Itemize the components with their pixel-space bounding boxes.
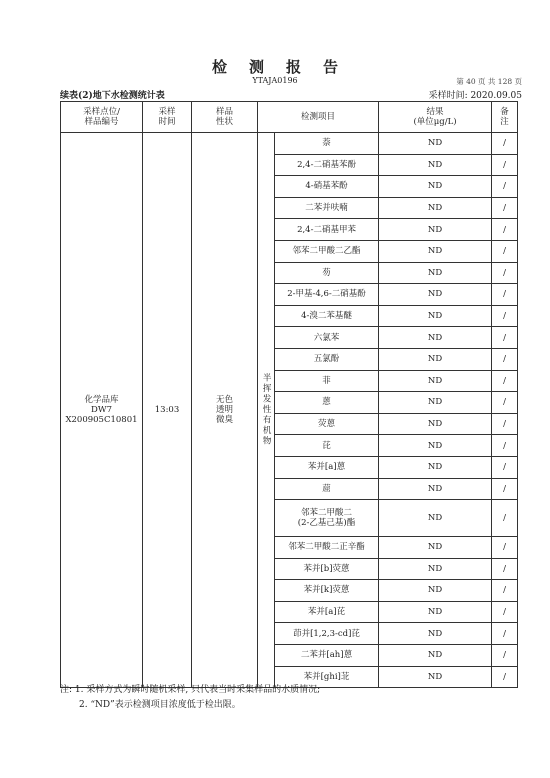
test-item-cell: 4-溴二苯基醚	[275, 305, 379, 327]
result-cell: ND	[379, 348, 492, 370]
test-item-cell: 萘	[275, 133, 379, 155]
report-title: 检测报告	[211, 58, 360, 76]
result-cell: ND	[379, 537, 492, 559]
note-cell: /	[492, 262, 518, 284]
note-cell: /	[492, 176, 518, 198]
note-cell: /	[492, 601, 518, 623]
note-cell: /	[492, 240, 518, 262]
sample-point-cell-text: 化学品库 DW7 X200905C10801	[65, 394, 138, 426]
test-item-cell: 五氯酚	[275, 348, 379, 370]
test-item-cell: 六氯苯	[275, 327, 379, 349]
table-row	[61, 133, 518, 155]
sampling-date: 采样时间: 2020.09.05	[428, 91, 522, 101]
note-cell: /	[492, 666, 518, 688]
test-item-cell: 䓛	[275, 478, 379, 500]
note-cell: /	[492, 370, 518, 392]
result-cell: ND	[379, 154, 492, 176]
note-cell: /	[492, 154, 518, 176]
col-header-sample-property: 样品 性状	[192, 102, 258, 133]
footnotes	[60, 683, 320, 713]
result-cell: ND	[379, 558, 492, 580]
note-cell: /	[492, 580, 518, 602]
note-cell: /	[492, 478, 518, 500]
sample-point-cell	[61, 133, 143, 688]
col-header-sample-point: 采样点位/ 样品编号	[61, 102, 143, 133]
sample-time-cell	[143, 133, 192, 688]
test-item-cell: 邻苯二甲酸二 (2-乙基己基)酯	[275, 500, 379, 537]
test-item-cell: 苯并[a]芘	[275, 601, 379, 623]
result-cell: ND	[379, 284, 492, 306]
test-item-cell: 2-甲基-4,6-二硝基酚	[275, 284, 379, 306]
col-header-test-item: 检测项目	[258, 102, 379, 133]
result-cell: ND	[379, 240, 492, 262]
footnote-2: 2. “ND”表示检测项目浓度低于检出限。	[79, 700, 241, 710]
result-cell: ND	[379, 305, 492, 327]
note-cell: /	[492, 284, 518, 306]
test-item-cell: 芴	[275, 262, 379, 284]
results-table	[60, 101, 518, 688]
test-item-cell: 邻苯二甲酸二正辛酯	[275, 537, 379, 559]
result-cell: ND	[379, 262, 492, 284]
report-code: YTAJA0196	[252, 76, 298, 85]
test-item-cell: 芘	[275, 435, 379, 457]
note-cell: /	[492, 133, 518, 155]
result-cell: ND	[379, 623, 492, 645]
col-header-result: 结果 (单位μg/L)	[379, 102, 492, 133]
result-cell: ND	[379, 176, 492, 198]
category-cell-text: 半挥发性有机物	[261, 373, 272, 447]
test-item-cell: 苯并[ghi]苝	[275, 666, 379, 688]
col-header-note: 备 注	[492, 102, 518, 133]
test-item-cell: 2,4-二硝基苯酚	[275, 154, 379, 176]
note-cell: /	[492, 348, 518, 370]
result-cell: ND	[379, 219, 492, 241]
result-cell: ND	[379, 601, 492, 623]
test-item-cell: 苯并[b]荧蒽	[275, 558, 379, 580]
note-cell: /	[492, 413, 518, 435]
note-cell: /	[492, 623, 518, 645]
table-body	[61, 133, 518, 688]
table-title: 续表(2)地下水检测统计表	[60, 91, 165, 101]
result-cell: ND	[379, 435, 492, 457]
sample-time-cell-text: 13:03	[154, 405, 180, 416]
category-cell	[258, 133, 275, 688]
sample-property-cell	[192, 133, 258, 688]
result-cell: ND	[379, 580, 492, 602]
col-header-sample-time: 采样 时间	[143, 102, 192, 133]
test-item-cell: 二苯并呋喃	[275, 197, 379, 219]
test-item-cell: 荧蒽	[275, 413, 379, 435]
note-cell: /	[492, 456, 518, 478]
result-cell: ND	[379, 413, 492, 435]
page-info: 第 40 页 共 128 页	[456, 77, 522, 86]
test-item-cell: 蒽	[275, 392, 379, 414]
sample-property-cell-text: 无色 透明 微臭	[215, 394, 233, 426]
test-item-cell: 邻苯二甲酸二乙酯	[275, 240, 379, 262]
test-item-cell: 二苯并[ah]蒽	[275, 645, 379, 667]
result-cell: ND	[379, 500, 492, 537]
result-cell: ND	[379, 133, 492, 155]
note-cell: /	[492, 392, 518, 414]
note-cell: /	[492, 327, 518, 349]
result-cell: ND	[379, 456, 492, 478]
note-cell: /	[492, 537, 518, 559]
result-cell: ND	[379, 645, 492, 667]
note-cell: /	[492, 500, 518, 537]
note-cell: /	[492, 645, 518, 667]
note-cell: /	[492, 197, 518, 219]
result-cell: ND	[379, 370, 492, 392]
note-cell: /	[492, 305, 518, 327]
result-cell: ND	[379, 478, 492, 500]
test-item-cell: 茚并[1,2,3-cd]芘	[275, 623, 379, 645]
footnote-1: 注: 1. 采样方式为瞬时随机采样, 只代表当时采集样品的水质情况;	[60, 685, 321, 695]
test-item-cell: 2,4-二硝基甲苯	[275, 219, 379, 241]
test-item-cell: 4-硝基苯酚	[275, 176, 379, 198]
note-cell: /	[492, 558, 518, 580]
note-cell: /	[492, 219, 518, 241]
test-item-cell: 菲	[275, 370, 379, 392]
result-cell: ND	[379, 327, 492, 349]
note-cell: /	[492, 435, 518, 457]
result-cell: ND	[379, 392, 492, 414]
test-item-cell: 苯并[a]蒽	[275, 456, 379, 478]
result-cell: ND	[379, 666, 492, 688]
test-item-cell: 苯并[k]荧蒽	[275, 580, 379, 602]
result-cell: ND	[379, 197, 492, 219]
